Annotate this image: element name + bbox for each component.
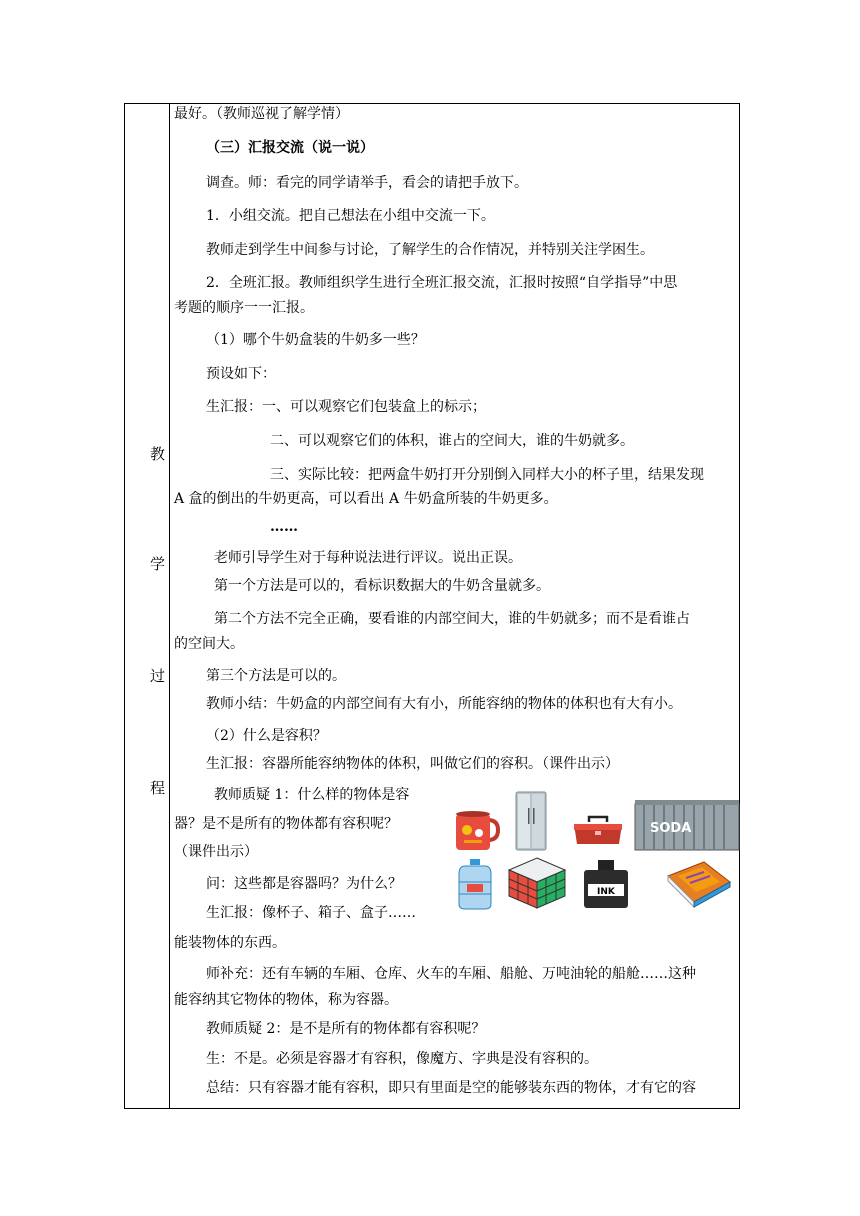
text-line: 2．全班汇报。教师组织学生进行全班汇报交流，汇报时按照“自学指导”中思 bbox=[206, 275, 678, 291]
toolbox-icon bbox=[571, 814, 625, 846]
rubiks-cube-icon bbox=[507, 856, 567, 910]
text-line: 问：这些都是容器吗？为什么？ bbox=[206, 876, 402, 892]
section-heading: （三）汇报交流（说一说） bbox=[206, 140, 374, 156]
text-line: 生：不是。必须是容器才有容积，像魔方、字典是没有容积的。 bbox=[206, 1051, 598, 1067]
text-line: 调查。师：看完的同学请举手，看会的请把手放下。 bbox=[206, 175, 528, 191]
side-label-char: 过 bbox=[150, 667, 166, 685]
text-line: 二、可以观察它们的体积，谁占的空间大，谁的牛奶就多。 bbox=[270, 433, 634, 449]
column-divider bbox=[169, 103, 170, 1109]
side-label-char: 教 bbox=[150, 445, 166, 463]
water-jug-icon bbox=[455, 858, 495, 910]
text-line: （2）什么是容积？ bbox=[206, 728, 327, 744]
text-line: 生汇报：像杯子、箱子、盒子…… bbox=[206, 905, 416, 921]
ink-bottle-icon bbox=[580, 858, 632, 910]
text-line: 三、实际比较：把两盒牛奶打开分别倒入同样大小的杯子里，结果发现 bbox=[270, 467, 704, 483]
text-line: 教师小结：牛奶盒的内部空间有大有小，所能容纳的物体的体积也有大有小。 bbox=[206, 696, 682, 712]
ink-label: INK bbox=[597, 887, 615, 897]
text-line: 总结：只有容器才能有容积，即只有里面是空的能够装东西的物体，才有它的容 bbox=[206, 1080, 696, 1096]
text-line: 能装物体的东西。 bbox=[174, 935, 286, 951]
text-line: A 盒的倒出的牛奶更高，可以看出 A 牛奶盒所装的牛奶更多。 bbox=[174, 491, 558, 507]
text-line: （1）哪个牛奶盒装的牛奶多一些？ bbox=[206, 332, 425, 348]
dictionary-icon bbox=[664, 858, 734, 908]
text-line: 教师质疑 2：是不是所有的物体都有容积呢？ bbox=[206, 1021, 486, 1037]
text-line: 预设如下： bbox=[206, 366, 276, 382]
text-line: 第一个方法是可以的，看标识数据大的牛奶含量就多。 bbox=[214, 578, 550, 594]
text-line: 教师走到学生中间参与讨论，了解学生的合作情况，并特别关注学困生。 bbox=[206, 242, 654, 258]
mug-icon bbox=[452, 808, 500, 854]
side-label-char: 程 bbox=[150, 779, 166, 797]
text-line: 师补充：还有车辆的车厢、仓库、火车的车厢、船舱、万吨油轮的船舱……这种 bbox=[206, 966, 696, 982]
text-line: 老师引导学生对于每种说法进行评议。说出正误。 bbox=[214, 550, 522, 566]
text-line: 生汇报：容器所能容纳物体的体积，叫做它们的容积。（课件出示） bbox=[206, 756, 619, 772]
text-line: 的空间大。 bbox=[174, 636, 244, 652]
text-line: （课件出示） bbox=[174, 844, 258, 860]
text-line: 生汇报：一、可以观察它们包装盒上的标示； bbox=[206, 399, 486, 415]
text-line: 能容纳其它物体的物体，称为容器。 bbox=[174, 992, 398, 1008]
text-line: 第二个方法不完全正确，要看谁的内部空间大，谁的牛奶就多；而不是看谁占 bbox=[214, 611, 690, 627]
text-line: 考题的顺序一一汇报。 bbox=[174, 300, 314, 316]
shipping-container-icon bbox=[634, 799, 740, 851]
text-line: 器？是不是所有的物体都有容积呢？ bbox=[174, 816, 398, 832]
side-label-char: 学 bbox=[150, 555, 166, 573]
refrigerator-icon bbox=[513, 790, 549, 852]
container-label: SODA bbox=[650, 821, 692, 836]
text-line: 1．小组交流。把自己想法在小组中交流一下。 bbox=[206, 208, 495, 224]
text-line: 最好。（教师巡视了解学情） bbox=[174, 106, 349, 122]
text-line: 第三个方法是可以的。 bbox=[206, 668, 346, 684]
ellipsis: …… bbox=[270, 519, 298, 535]
text-line: 教师质疑 1：什么样的物体是容 bbox=[214, 787, 410, 803]
